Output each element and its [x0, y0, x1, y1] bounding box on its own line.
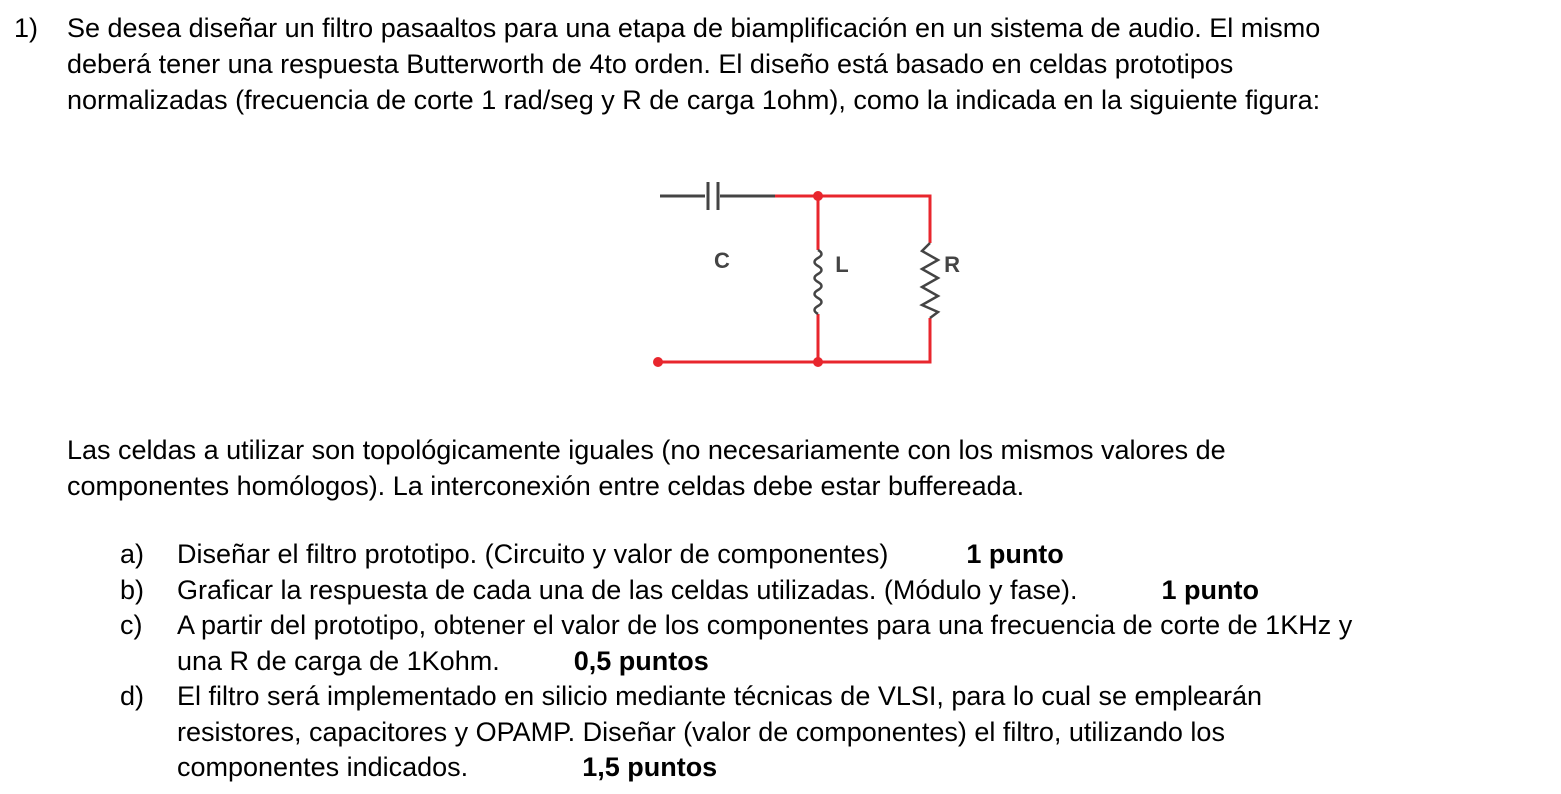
task-text: Graficar la respuesta de cada una de las celdas utilizadas. (Módulo y fase). — [177, 574, 1078, 605]
task-text: El filtro será implementado en silicio mediante técnicas de VLSI, para lo cual se emplearán — [177, 681, 1263, 711]
input-terminal — [653, 357, 663, 367]
task-text: componentes indicados. — [177, 752, 469, 782]
task-text: una R de carga de 1Kohm. — [177, 645, 500, 676]
top-node — [813, 191, 823, 201]
resistor-zigzag — [922, 243, 938, 318]
task-text: resistores, capacitores y OPAMP. Diseñar (valor de componentes) el filtro, utilizando los — [177, 716, 1225, 747]
cells-description — [67, 432, 1537, 504]
inductor-coil — [815, 250, 822, 314]
capacitor-label: C — [714, 248, 730, 273]
task-item-b — [120, 573, 1540, 609]
question-intro — [67, 10, 1537, 118]
prototype-cell-circuit — [640, 168, 960, 383]
intro-line: deberá tener una respuesta Butterworth de 4to orden. El diseño está basado en celdas prototipos — [67, 49, 1234, 79]
task-points: 1,5 puntos — [582, 752, 718, 782]
cells-line: componentes homólogos). La interconexión entre celdas debe estar buffereada. — [67, 471, 1025, 501]
task-item-a — [120, 537, 1540, 573]
task-text: A partir del prototipo, obtener el valor de los componentes para una frecuencia de corte de 1KHz y — [177, 610, 1353, 640]
task-points: 1 punto — [1161, 574, 1259, 605]
cells-line: Las celdas a utilizar son topológicamente iguales (no necesariamente con los mismos valores de — [67, 435, 1226, 465]
resistor-label: R — [944, 252, 960, 277]
inductor-label: L — [835, 252, 849, 277]
task-item-d — [120, 679, 1540, 786]
task-text: Diseñar el filtro prototipo. (Circuito y valor de componentes) — [177, 539, 889, 569]
question-number: 1) — [14, 13, 39, 43]
intro-line: Se desea diseñar un filtro pasaaltos para una etapa de biamplificación en un sistema de audio. El mismo — [67, 13, 1321, 43]
task-letter: b) — [120, 574, 145, 605]
task-letter: c) — [120, 610, 143, 640]
task-points: 1 punto — [966, 539, 1064, 569]
bottom-node — [813, 357, 823, 367]
task-list — [120, 537, 1540, 786]
task-item-c — [120, 608, 1540, 679]
intro-line: normalizadas (frecuencia de corte 1 rad/seg y R de carga 1ohm), como la indicada en la siguiente figura: — [67, 85, 1321, 115]
top-wire — [775, 196, 930, 243]
resistor-bottom-wire — [658, 318, 930, 362]
task-letter: a) — [120, 539, 145, 569]
task-points: 0,5 puntos — [573, 645, 709, 676]
task-letter: d) — [120, 681, 145, 711]
